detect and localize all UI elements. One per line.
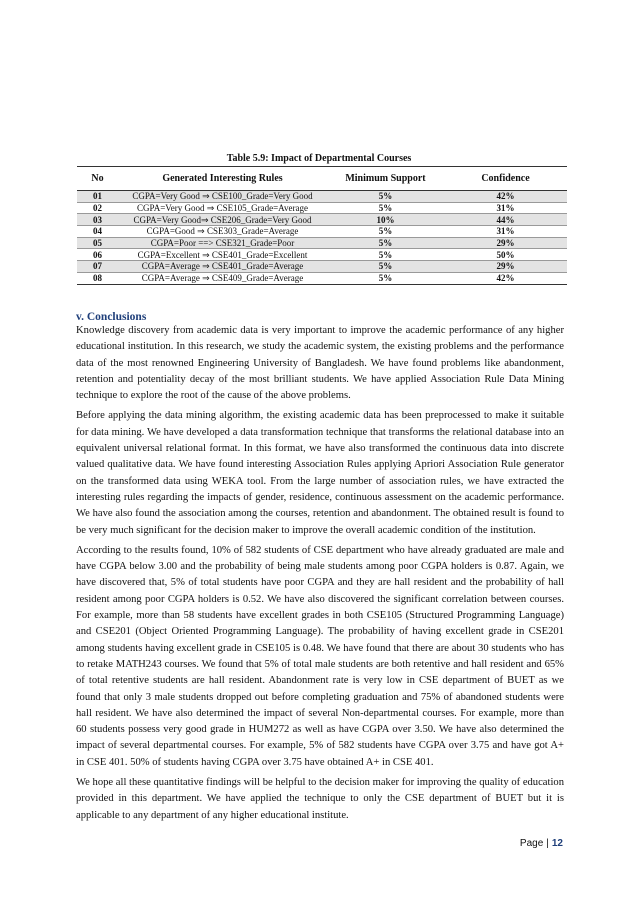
rule-support: 5% xyxy=(327,272,444,284)
rule-support: 5% xyxy=(327,191,444,203)
page-number: 12 xyxy=(551,838,563,849)
rule-number: 03 xyxy=(77,214,118,226)
table-row xyxy=(77,214,567,226)
rule-support: 5% xyxy=(327,249,444,261)
paragraph: Knowledge discovery from academic data is very important to improve the academic performance of any higher educational institution. In this research, we study the academic system, the existing problems and the performance data of the most renowned Engineering University of Bangladesh. We have found problems like abandonment, retention and potentiality decay of the most brilliant students. We have applied Association Rule Data Mining technique to explore the root of the cause of the above problems. xyxy=(76,325,564,402)
rule-confidence: 50% xyxy=(444,249,567,261)
rule-number: 07 xyxy=(77,261,118,273)
paragraph: We hope all these quantitative findings will be helpful to the decision maker for improving the quality of education provided in this department. We have applied the technique to only the CSE department of BUET but it is applicable to any department of any higher educational institute. xyxy=(76,777,564,821)
section-heading: v. Conclusions xyxy=(76,311,147,323)
page-footer xyxy=(520,838,563,849)
rule-text: CGPA=Very Good ⇒ CSE100_Grade=Very Good xyxy=(118,191,327,203)
rule-confidence: 31% xyxy=(444,226,567,238)
rule-text: CGPA=Average ⇒ CSE409_Grade=Average xyxy=(118,272,327,284)
table-row xyxy=(77,249,567,261)
rule-text: CGPA=Very Good⇒ CSE206_Grade=Very Good xyxy=(118,214,327,226)
rule-number: 02 xyxy=(77,202,118,214)
rule-text: CGPA=Excellent ⇒ CSE401_Grade=Excellent xyxy=(118,249,327,261)
rule-text: CGPA=Average ⇒ CSE401_Grade=Average xyxy=(118,261,327,273)
paragraph: According to the results found, 10% of 582 students of CSE department who have already graduated are male and have CGPA below 3.00 and the probability of being male students among poor CGPA holders is 0.87. Again, we have discovered that, 5% of total students have poor CGPA and they are hall resident and the probability of hall resident among poor CGPA holders is 0.52. We have also discovered the significant correlation between courses. For example, more than 58 students have excellent grades in both CSE105 (Structured Programming Language) and CSE201 (Object Oriented Programming Language). The probability of having excellent grade in CSE201 among students having excellent grade in CSE105 is 0.48. We have found that there are about 30 students who has to retake MATH243 courses. We found that 5% of total male students are both retentive and hall resident and 65% of total retentive students are hall resident. Abandonment rate is very low in CSE department of BUET as we found that only 3 male students dropped out before completing graduation and 75% of abandoned students were hall resident. We have also determined the impact of several Non-departmental courses. For example, more than 60 students possess very good grade in HUM272 as well as have CGPA over 3.50. We have also determined the impact of several departmental courses. For example, 5% of 582 students have CGPA over 3.75 and have got A+ in CSE 401. 50% of students having CGPA over 3.75 have obtained A+ in CSE 401. xyxy=(76,544,564,768)
rule-number: 06 xyxy=(77,249,118,261)
page-label: Page xyxy=(519,838,544,849)
rule-number: 01 xyxy=(77,191,118,203)
table-header-row xyxy=(77,167,567,191)
header-rules: Generated Interesting Rules xyxy=(118,167,327,191)
rule-confidence: 42% xyxy=(444,191,567,203)
table-row xyxy=(77,237,567,249)
header-support: Minimum Support xyxy=(327,167,444,191)
rule-confidence: 29% xyxy=(444,237,567,249)
header-no: No xyxy=(77,167,118,191)
rule-confidence: 31% xyxy=(444,202,567,214)
table-row xyxy=(77,261,567,273)
rule-number: 08 xyxy=(77,272,118,284)
rule-support: 5% xyxy=(327,226,444,238)
rule-support: 10% xyxy=(327,214,444,226)
rule-support: 5% xyxy=(327,261,444,273)
conclusions-body xyxy=(76,323,564,828)
rule-support: 5% xyxy=(327,202,444,214)
table-body xyxy=(77,191,567,285)
rule-text: CGPA=Very Good ⇒ CSE105_Grade=Average xyxy=(118,202,327,214)
rule-confidence: 42% xyxy=(444,272,567,284)
paragraph: Before applying the data mining algorithm, the existing academic data has been preprocessed to make it suitable for data mining. We have developed a data transformation technique that transforms the relational database into an equivalent universal relational format. In this format, we have also transformed the continuous data into discrete valued qualitative data. We have found interesting Association Rules applying Apriori Association Rule generator on the transformed data using WEKA tool. From the large number of association rules, we have extracted the interesting rules regarding the impacts of gender, residence, continuous assessment on the academic performance. We have also found the association among the courses, retention and abandonment. The obtained result is found to be very much significant for the decision maker to improve the overall academic condition of the institution. xyxy=(76,410,564,536)
header-confidence: Confidence xyxy=(444,167,567,191)
table-caption: Table 5.9: Impact of Departmental Courses xyxy=(226,153,412,164)
page-separator: | xyxy=(546,838,549,849)
rule-text: CGPA=Poor ==> CSE321_Grade=Poor xyxy=(118,237,327,249)
rules-table xyxy=(77,166,567,285)
rule-confidence: 29% xyxy=(444,261,567,273)
table-row xyxy=(77,226,567,238)
table-row xyxy=(77,202,567,214)
rule-support: 5% xyxy=(327,237,444,249)
rule-text: CGPA=Good ⇒ CSE303_Grade=Average xyxy=(118,226,327,238)
table-row xyxy=(77,272,567,284)
rule-confidence: 44% xyxy=(444,214,567,226)
rule-number: 05 xyxy=(77,237,118,249)
rule-number: 04 xyxy=(77,226,118,238)
table-row xyxy=(77,191,567,203)
